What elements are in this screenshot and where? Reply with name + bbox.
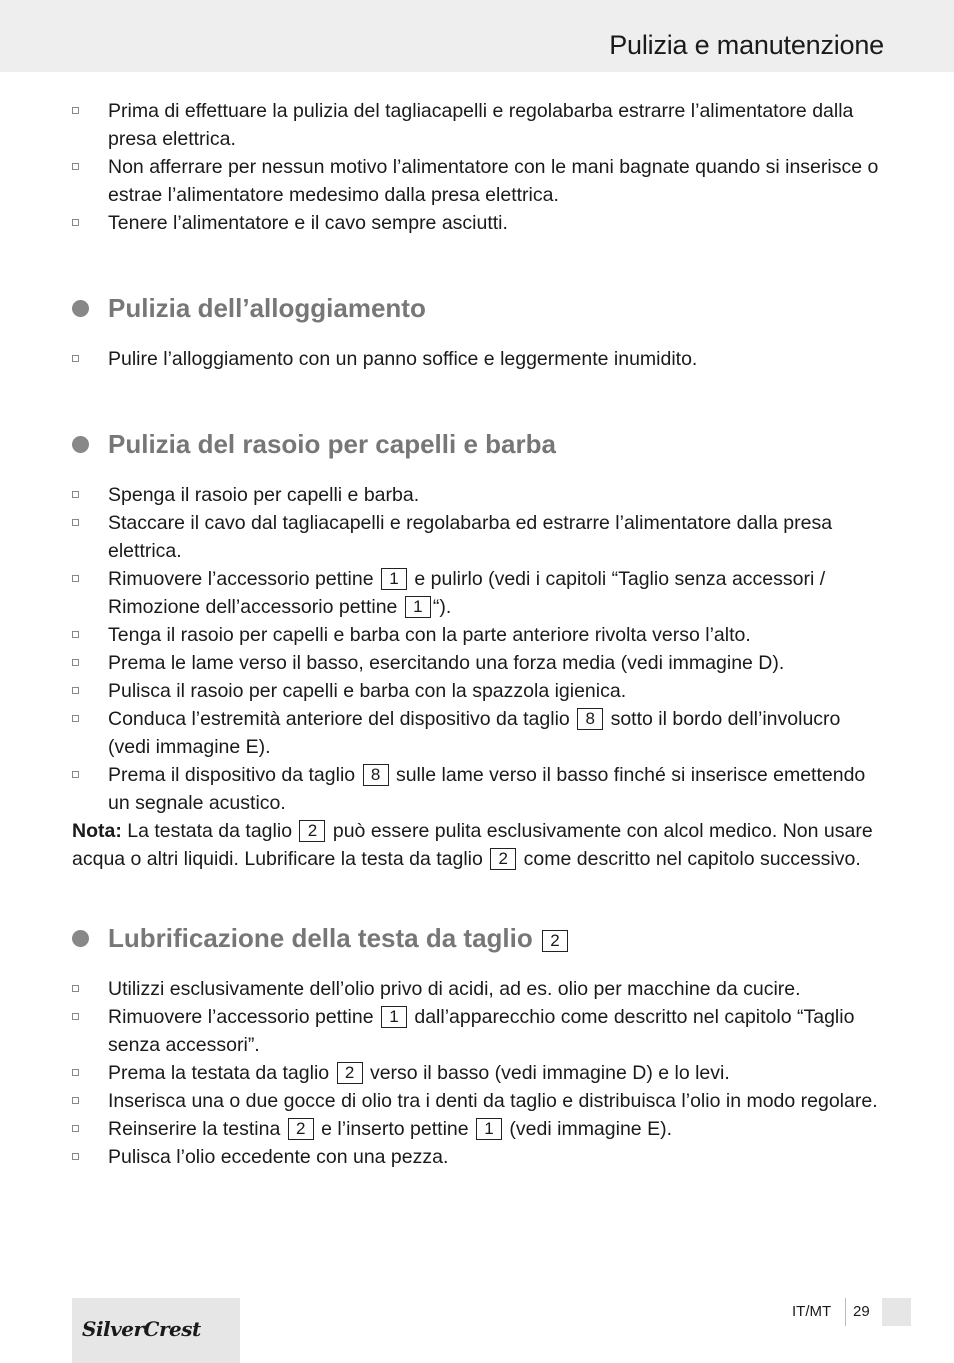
part-reference: 2 [299,820,325,842]
list-item: Utilizzi esclusivamente dell’olio privo di acidi, ad es. olio per macchine da cucire. [72,975,884,1003]
page-number: 29 [853,1303,870,1320]
part-reference: 1 [381,1006,407,1028]
section-heading: Pulizia dell’alloggiamento [72,291,884,325]
part-reference: 8 [577,708,603,730]
logo-text: SilverCrest [82,1317,201,1341]
list-item: Prema il dispositivo da taglio 8 sulle lame verso il basso finché si inserisce emettendo un segnale acustico. [72,761,884,817]
footer-divider [845,1298,846,1326]
bullet-icon [72,659,79,666]
list-item: Conduca l’estremità anteriore del dispositivo da taglio 8 sotto il bordo dell’involucro (vedi immagine E). [72,705,884,761]
bullet-icon [72,575,79,582]
list-item: Spenga il rasoio per capelli e barba. [72,481,884,509]
list-item: Prema le lame verso il basso, esercitando una forza media (vedi immagine D). [72,649,884,677]
bullet-icon [72,687,79,694]
list-item: Inserisca una o due gocce di olio tra i denti da taglio e distribuisca l’olio in modo regolare. [72,1087,884,1115]
bullet-icon [72,1097,79,1104]
note-paragraph: Nota: La testata da taglio 2 può essere pulita esclusivamente con alcol medico. Non usare acqua o altri liquidi. Lubrificare la testa da taglio 2 come descritto nel capitolo successivo. [72,820,873,870]
list-item: Pulire l’alloggiamento con un panno soffice e leggermente inumidito. [72,345,884,373]
bullet-icon [72,107,79,114]
bullet-icon [72,1069,79,1076]
list-item: Staccare il cavo dal tagliacapelli e regolabarba ed estrarre l’alimentatore dalla presa elettrica. [72,509,884,565]
bullet-icon [72,1125,79,1132]
part-reference: 1 [405,596,431,618]
footer-tab-marker [882,1298,911,1326]
bullet-icon [72,631,79,638]
bullet-icon [72,491,79,498]
main-content [72,97,884,1171]
language-code: IT/MT [792,1303,832,1320]
list-item: Pulisca l’olio eccedente con una pezza. [72,1143,884,1171]
intro-list [72,97,884,237]
section-heading: Pulizia del rasoio per capelli e barba [72,427,884,461]
list-item: Prema la testata da taglio 2 verso il basso (vedi immagine D) e lo levi. [72,1059,884,1087]
bullet-icon [72,1013,79,1020]
brand-logo [72,1298,240,1363]
section1-list [72,345,884,373]
list-item: Rimuovere l’accessorio pettine 1 dall’apparecchio come descritto nel capitolo “Taglio senza accessori”. [72,1003,884,1059]
bullet-icon [72,985,79,992]
part-reference: 1 [381,568,407,590]
list-item: Prima di effettuare la pulizia del tagliacapelli e regolabarba estrarre l’alimentatore dalla presa elettrica. [72,97,884,153]
bullet-icon [72,519,79,526]
bullet-icon [72,771,79,778]
part-reference: 2 [542,930,568,952]
part-reference: 2 [490,848,516,870]
note-label: Nota: [72,820,122,842]
bullet-icon [72,715,79,722]
list-item: Rimuovere l’accessorio pettine 1 e pulirlo (vedi i capitoli “Taglio senza accessori / Rimozione dell’accessorio pettine 1 “). [72,565,884,621]
list-item: Tenere l’alimentatore e il cavo sempre asciutti. [72,209,884,237]
list-item: Reinserire la testina 2 e l’inserto pettine 1 (vedi immagine E). [72,1115,884,1143]
page-title: Pulizia e manutenzione [609,30,884,60]
part-reference: 8 [363,764,389,786]
part-reference: 1 [476,1118,502,1140]
header-band [0,0,954,72]
part-reference: 2 [337,1062,363,1084]
section3-list [72,975,884,1171]
section-heading: Lubrificazione della testa da taglio 2 [72,921,884,955]
bullet-icon [72,219,79,226]
heading-dot-icon [72,300,89,317]
bullet-icon [72,1153,79,1160]
section2-list [72,481,884,817]
list-item: Non afferrare per nessun motivo l’alimentatore con le mani bagnate quando si inserisce o estrae l’alimentatore medesimo dalla presa elettrica. [72,153,884,209]
list-item: Pulisca il rasoio per capelli e barba con la spazzola igienica. [72,677,884,705]
part-reference: 2 [288,1118,314,1140]
bullet-icon [72,355,79,362]
bullet-icon [72,163,79,170]
list-item: Tenga il rasoio per capelli e barba con la parte anteriore rivolta verso l’alto. [72,621,884,649]
heading-dot-icon [72,930,89,947]
heading-dot-icon [72,436,89,453]
